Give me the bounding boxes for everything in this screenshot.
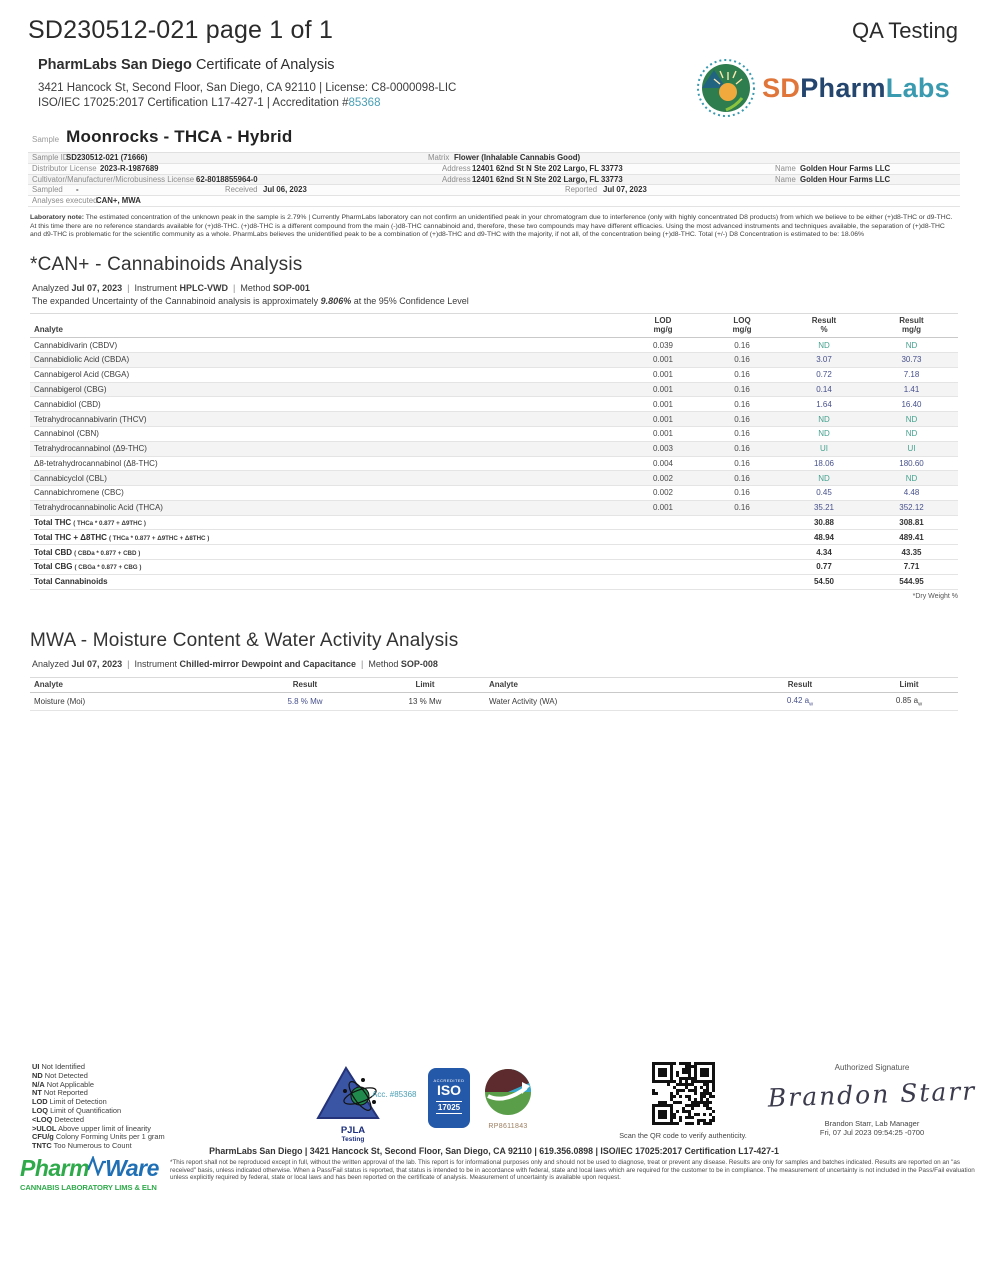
brand-sd: SD — [762, 72, 801, 103]
authorized-signature-label: Authorized Signature — [834, 1063, 910, 1072]
cell: Tetrahydrocannabinolic Acid (THCA) — [30, 500, 625, 515]
cell — [625, 545, 701, 560]
table-row — [30, 367, 958, 382]
water-activity-limit: 0.85 $a_w$ — [860, 692, 958, 711]
cell: 544.95 — [865, 574, 958, 589]
cell: Cannabidivarin (CBDV) — [30, 338, 625, 353]
total-name: Total CBG ( CBGa * 0.877 + CBG ) — [30, 559, 625, 574]
cell — [625, 559, 701, 574]
cell: 0.001 — [625, 353, 701, 368]
cell: ND — [783, 412, 865, 427]
cell: 1.64 — [783, 397, 865, 412]
cell — [701, 574, 783, 589]
reported-value: Jul 07, 2023 — [603, 185, 647, 195]
cell — [625, 530, 701, 545]
table-row — [30, 426, 958, 441]
cannabinoids-table-header — [30, 313, 958, 338]
total-row — [30, 574, 958, 589]
footer-block — [0, 1060, 988, 1280]
table-row — [30, 382, 958, 397]
analyses-value: CAN+, MWA — [96, 196, 141, 206]
cannabinoids-section-title: *CAN+ - Cannabinoids Analysis — [30, 253, 303, 275]
brand-wordmark — [762, 73, 950, 104]
dea-badge: RP8611843 — [480, 1068, 536, 1130]
col-loq: LOQ mg/g — [701, 313, 783, 338]
cell: Δ8-tetrahydrocannabinol (Δ8-THC) — [30, 456, 625, 471]
legend-item: <LOQ Detected — [32, 1114, 84, 1124]
moisture-analyte: Moisture (Moi) — [30, 692, 245, 711]
table-row — [30, 412, 958, 427]
legend-item: UI Not Identified — [32, 1062, 86, 1071]
cell: 0.14 — [783, 382, 865, 397]
cell: 0.039 — [625, 338, 701, 353]
sample-label: Sample — [32, 135, 60, 144]
signature-script: Brandon Starr — [767, 1076, 977, 1113]
footer-contact-line: PharmLabs San Diego | 3421 Hancock St, Second Floor, San Diego, CA 92110 | 619.356.0898 | ISO/IEC 17025:2017 Certification L17-427-1 — [209, 1146, 779, 1156]
cell: 0.16 — [701, 367, 783, 382]
info-row-cultivator: Cultivator/Manufacturer/Microbusiness License 62-8018855964-0 Address 12401 62nd St N Ste 202 Largo, FL 33773 Name Golden Hour Farms LLC — [28, 175, 960, 186]
cell: Cannabidiolic Acid (CBDA) — [30, 353, 625, 368]
cannabinoids-meta: Analyzed Jul 07, 2023 | Instrument HPLC-VWD | Method SOP-001 — [32, 282, 310, 293]
iso-17025-badge: ACCREDITED ISO 17025 — [428, 1068, 470, 1128]
cannabinoids-table — [30, 313, 958, 590]
mwa-section-title: MWA - Moisture Content & Water Activity Analysis — [30, 629, 459, 651]
cell: 0.16 — [701, 500, 783, 515]
sample-id-value: SD230512-021 (71666) — [66, 153, 148, 162]
table-row — [30, 471, 958, 486]
cell: 0.16 — [701, 441, 783, 456]
cell: 0.001 — [625, 367, 701, 382]
mwa-meta: Analyzed Jul 07, 2023 | Instrument Chilled-mirror Dewpoint and Capacitance | Method SOP-008 — [32, 658, 438, 669]
water-activity-result: 0.42 $a_w$ — [740, 692, 860, 711]
footer-disclaimer: *This report shall not be reproduced except in full, without the written approval of the lab. This report is for informational purposes only and should not be used to diagnose, treat or prevent any disease. Results are only for samples and batches indicated. Results are reported on an "as received" basis, unless indicated otherwise. When a Pass/Fail status is reported, that status is intended to be in accordance with federal, state and local laws which are required for the customer to be in compliance. The measurement of uncertainty is not included in the Pass/Fail evaluation unless explicitly required by federal, state or local laws and has been reported on the certificate of analysis. Measurement of uncertainty is available upon request. — [170, 1159, 975, 1182]
table-row — [30, 456, 958, 471]
cell: 308.81 — [865, 515, 958, 530]
cell: Cannabinol (CBN) — [30, 426, 625, 441]
col-result-pct: Result % — [783, 313, 865, 338]
brand-labs: Labs — [885, 72, 950, 103]
brand-pharm: Pharm — [800, 72, 886, 103]
cell: Cannabigerol (CBG) — [30, 382, 625, 397]
abbreviation-legend — [32, 1063, 165, 1151]
qr-caption: Scan the QR code to verify authenticity. — [619, 1131, 747, 1140]
cell: 4.34 — [783, 545, 865, 560]
cell: 1.41 — [865, 382, 958, 397]
sample-info-table — [28, 152, 960, 207]
sample-name: Moonrocks - THCA - Hybrid — [66, 127, 293, 146]
cell — [625, 515, 701, 530]
cell: UI — [865, 441, 958, 456]
cell: 0.003 — [625, 441, 701, 456]
cell: 0.002 — [625, 471, 701, 486]
pharmware-pharm: Pharm — [20, 1155, 90, 1181]
qr-code[interactable] — [652, 1062, 715, 1125]
total-row — [30, 559, 958, 574]
lab-name: PharmLabs San Diego — [38, 57, 192, 73]
table-row — [30, 353, 958, 368]
cell: 352.12 — [865, 500, 958, 515]
cell: 0.16 — [701, 456, 783, 471]
cell: ND — [865, 426, 958, 441]
cell — [625, 574, 701, 589]
cell: Cannabichromene (CBC) — [30, 486, 625, 501]
info-row-sample-id: Sample ID SD230512-021 (71666) Matrix Flower (Inhalable Cannabis Good) — [28, 153, 960, 164]
cell: 0.002 — [625, 486, 701, 501]
cell: 16.40 — [865, 397, 958, 412]
cannabinoid-totals — [30, 515, 958, 589]
cell: 7.18 — [865, 367, 958, 382]
cell: 0.16 — [701, 382, 783, 397]
mwa-row — [30, 692, 958, 711]
cell: 0.16 — [701, 397, 783, 412]
cell: 0.001 — [625, 500, 701, 515]
received-value: Jul 06, 2023 — [263, 185, 307, 195]
cell: ND — [865, 412, 958, 427]
total-row — [30, 515, 958, 530]
moisture-result: 5.8 % Mw — [245, 692, 365, 711]
cell: 7.71 — [865, 559, 958, 574]
legend-item: TNTC Too Numerous to Count — [32, 1141, 132, 1151]
dea-seal-icon — [484, 1068, 532, 1116]
cell: 0.16 — [701, 426, 783, 441]
qa-testing-label: QA Testing — [852, 18, 958, 43]
cell: 489.41 — [865, 530, 958, 545]
cell: Tetrahydrocannabivarin (THCV) — [30, 412, 625, 427]
cell: 0.16 — [701, 412, 783, 427]
cell: 18.06 — [783, 456, 865, 471]
lab-address-line2: ISO/IEC 17025:2017 Certification L17-427-1 | Accreditation #85368 — [38, 97, 381, 109]
info-row-distributor: Distributor License 2023-R-1987689 Address 12401 62nd St N Ste 202 Largo, FL 33773 Name Golden Hour Farms LLC — [28, 164, 960, 175]
cell: 0.72 — [783, 367, 865, 382]
lab-address-line1: 3421 Hancock St, Second Floor, San Diego, CA 92110 | License: C8-0000098-LIC — [38, 82, 457, 94]
legend-item: >ULOL Above upper limit of linearity — [32, 1123, 151, 1133]
cell — [701, 545, 783, 560]
cell: ND — [783, 471, 865, 486]
legend-item: CFU/g Colony Forming Units per 1 gram — [32, 1132, 165, 1142]
cell — [701, 515, 783, 530]
signature-date: Fri, 07 Jul 2023 09:54:25 -0700 — [819, 1128, 925, 1137]
table-row — [30, 486, 958, 501]
cell: 48.94 — [783, 530, 865, 545]
total-name: Total THC ( THCa * 0.877 + Δ9THC ) — [30, 515, 625, 530]
dry-weight-note: *Dry Weight % — [912, 592, 958, 600]
total-name: Total THC + Δ8THC ( THCa * 0.877 + Δ9THC + Δ8THC ) — [30, 530, 625, 545]
pjla-badge: PJLA Testing — [293, 1066, 413, 1143]
cell: 43.35 — [865, 545, 958, 560]
cell: 0.001 — [625, 382, 701, 397]
cell: 180.60 — [865, 456, 958, 471]
table-row — [30, 338, 958, 353]
signatory-name: Brandon Starr, Lab Manager — [824, 1119, 920, 1128]
qr-section — [618, 1062, 748, 1140]
cell: Cannabicyclol (CBL) — [30, 471, 625, 486]
table-row — [30, 441, 958, 456]
cell: 0.16 — [701, 486, 783, 501]
uncertainty-note: The expanded Uncertainty of the Cannabinoid analysis is approximately 9.806% at the 95% Confidence Level — [32, 295, 469, 306]
cell: Cannabidiol (CBD) — [30, 397, 625, 412]
pulse-icon — [88, 1156, 106, 1176]
sdpharmlabs-logo — [696, 58, 950, 118]
total-name: Total CBD ( CBDa * 0.877 + CBD ) — [30, 545, 625, 560]
cell — [701, 530, 783, 545]
cell: UI — [783, 441, 865, 456]
cell: 4.48 — [865, 486, 958, 501]
matrix-value: Flower (Inhalable Cannabis Good) — [454, 153, 581, 162]
legend-item: N/A Not Applicable — [32, 1079, 95, 1089]
header — [0, 0, 988, 45]
pharmware-tagline: CANNABIS LABORATORY LIMS & ELN — [20, 1183, 157, 1192]
info-row-dates: Sampled - Received Jul 06, 2023 Reported Jul 07, 2023 — [28, 185, 960, 196]
cell: 35.21 — [783, 500, 865, 515]
legend-item: LOD Limit of Detection — [32, 1097, 107, 1107]
name1-value: Golden Hour Farms LLC — [800, 163, 891, 173]
cell — [701, 559, 783, 574]
distributor-license-value: 2023-R-1987689 — [100, 163, 159, 173]
mwa-table-header: Analyte Result Limit Analyte Result Limit — [30, 677, 958, 692]
name2-value: Golden Hour Farms LLC — [800, 174, 891, 184]
cell: 0.16 — [701, 471, 783, 486]
col-analyte: Analyte — [30, 313, 625, 338]
info-row-analyses: Analyses executed CAN+, MWA — [28, 196, 960, 207]
water-activity-analyte: Water Activity (WA) — [485, 692, 740, 711]
cell: Tetrahydrocannabinol (Δ9-THC) — [30, 441, 625, 456]
document-id: SD230512-021 page 1 of 1 — [28, 16, 334, 44]
sdpharmlabs-emblem-icon — [696, 58, 756, 118]
address2-value: 12401 62nd St N Ste 202 Largo, FL 33773 — [472, 174, 623, 184]
cell: 0.001 — [625, 397, 701, 412]
legend-item: LOQ Limit of Quantification — [32, 1105, 122, 1115]
cell: ND — [783, 426, 865, 441]
cell: 0.004 — [625, 456, 701, 471]
total-row — [30, 530, 958, 545]
cultivator-license-value: 62-8018855964-0 — [196, 174, 258, 184]
cell: 54.50 — [783, 574, 865, 589]
col-lod: LOD mg/g — [625, 313, 701, 338]
cell: 3.07 — [783, 353, 865, 368]
cell: Cannabigerol Acid (CBGA) — [30, 367, 625, 382]
cell: 30.73 — [865, 353, 958, 368]
total-row — [30, 545, 958, 560]
cell: 0.001 — [625, 426, 701, 441]
cell: 0.45 — [783, 486, 865, 501]
moisture-limit: 13 % Mw — [365, 692, 485, 711]
pjla-accreditation-number: Acc. #85368 — [372, 1090, 417, 1099]
signature-block — [762, 1063, 982, 1137]
legend-item: NT Not Reported — [32, 1088, 88, 1098]
cell: 0.16 — [701, 353, 783, 368]
address1-value: 12401 62nd St N Ste 202 Largo, FL 33773 — [472, 163, 623, 173]
laboratory-note: Laboratory note: The estimated concentration of the unknown peak in the sample is 2.79% | Currently PharmLabs laboratory can not confirm an unidentified peak in your chromatogram due to interference (only with highly concentrated D8 products) from which we believe to be either (+)d8-THC or d9-THC. At this time there are no reference standards available for (+)d8-THC. (+)d8-THC is a different compound from the main (-)d8-THC cannabinoid and, therefore, these two compounds may have different efficacies. Using the most advanced instruments and techniques available, the separation of (+)d8-THC and d9-THC is problematic for the scientific community as a whole. PharmLabs believes the unidentified peak to be a combination of (+)d8-THC and d9-THC with the majority, if not all, of the concentration being (+)d8-THC. Total (+/-) D8 Concentration is estimated to be: 18.06% — [30, 213, 953, 239]
accreditation-number[interactable]: 85368 — [348, 97, 381, 109]
table-row — [30, 397, 958, 412]
mwa-table — [30, 677, 958, 712]
cell: ND — [865, 338, 958, 353]
cell: 0.001 — [625, 412, 701, 427]
doc-type: Certificate of Analysis — [195, 57, 335, 73]
cannabinoid-rows — [30, 338, 958, 515]
cell: 0.77 — [783, 559, 865, 574]
pharmware-ware: Ware — [105, 1155, 159, 1181]
cell: 30.88 — [783, 515, 865, 530]
sampled-value: - — [76, 185, 79, 195]
total-name: Total Cannabinoids — [30, 574, 625, 589]
pharmware-logo — [20, 1155, 180, 1192]
col-result-mgg: Result mg/g — [865, 313, 958, 338]
cell: ND — [783, 338, 865, 353]
cell: 0.16 — [701, 338, 783, 353]
table-row — [30, 500, 958, 515]
cell: ND — [865, 471, 958, 486]
sample-title — [32, 127, 988, 147]
legend-item: ND Not Detected — [32, 1070, 88, 1080]
